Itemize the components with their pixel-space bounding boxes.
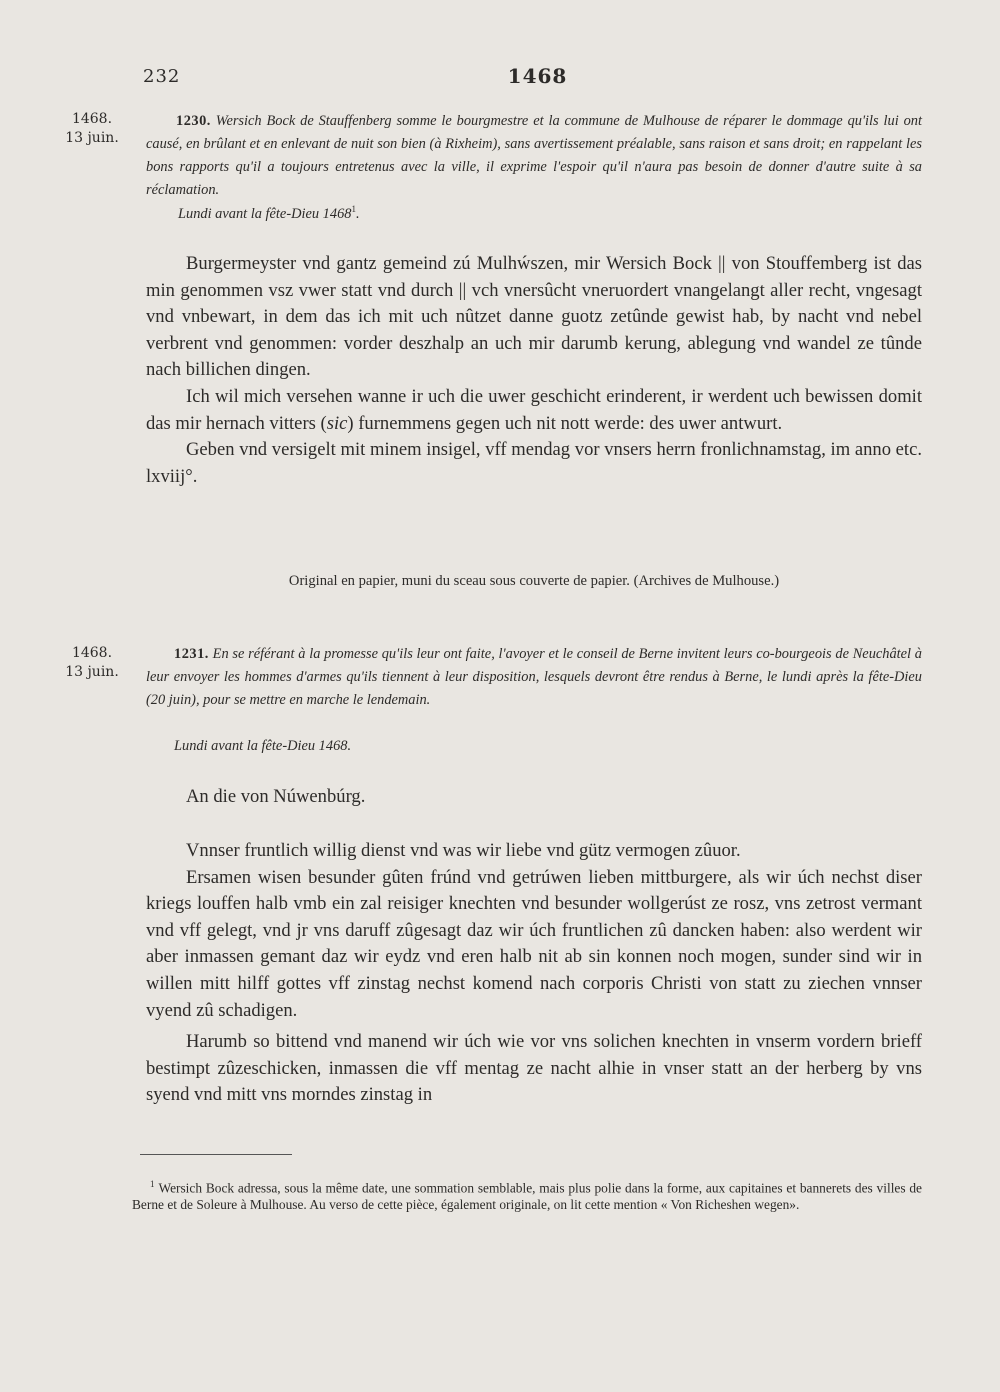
page-number: 232 — [143, 66, 181, 87]
letter-paragraph: Vnnser fruntlich willig dienst vnd was wir liebe vnd gütz vermogen zûuor. — [186, 840, 741, 861]
letter-paragraph: Ersamen wisen besunder gûten frúnd vnd getrúwen lieben mittburgere, als wir úch nechst diser kriegs louffen halb vmb ein zal reisiger knechten vnd besunder wollgerúst ze rosz, vns zetrost vermant vnd vff gelegt, vnd jr vns daruff zûgesagt daz wir úch fruntlichen zû dancken haben: also werdent wir aber inmassen gemant daz wir eydz vnd eren halb nit ab sin konnen noch mogen, sunder sind wir in willen mitt hilff gottes vff zinstag nechst komend nach corporis Christi von statt zu ziechen vnnser vyend zû schadigen. — [146, 866, 922, 1021]
margin-date-1231 — [60, 644, 124, 682]
footnote-text: Wersich Bock adressa, sous la même date, une sommation semblable, mais plus polie dans la forme, aux capitaines et bannerets des villes de Berne et de Soleure à Mulhouse. Au verso de cette pièce, également originale, on lit cette mention « Von Richeshen wegen». — [132, 1180, 922, 1213]
dateline-text: Lundi avant la fête-Dieu 1468 — [178, 205, 352, 222]
letter-address: An die von Núwenbúrg. — [186, 786, 366, 807]
entry-summary-1230 — [146, 110, 922, 202]
running-head-year: 1468 — [507, 64, 568, 88]
source-note-1230: Original en papier, muni du sceau sous couverte de papier. (Archives de Mulhouse.) — [288, 573, 780, 589]
summary-text: En se référant à la promesse qu'ils leur ont faite, l'avoyer et le conseil de Berne invitent leurs co-bourgeois de Neuchâtel à leur envoyer les hommes d'armes qu'ils tiennent à leur disposition, lesquels devront être rendus à Berne, le lundi après la fête-Dieu (20 juin), pour se mettre en marche le lendemain. — [146, 646, 922, 708]
dateline-1230: Lundi avant la fête-Dieu 1468$^1$. — [178, 204, 360, 222]
letter-paragraph: Harumb so bittend vnd manend wir úch wie vor vns solichen knechten in vnserm vordern brieff bestimpt zûzeschicken, inmassen die vff mentag ze nacht alhie in vnser statt an der herberg by vns syend vnd mitt vns morndes zinstag in — [146, 1031, 922, 1106]
margin-day: 13 juin. — [65, 664, 119, 680]
footnote-ref: 1 — [351, 204, 356, 214]
entry-summary-1231 — [146, 643, 922, 712]
margin-year: 1468. — [71, 111, 113, 127]
margin-day: 13 juin. — [65, 130, 119, 146]
footnote — [132, 1176, 922, 1213]
margin-year: 1468. — [71, 645, 113, 661]
footnote-rule — [140, 1154, 292, 1155]
letter-paragraph: Geben vnd versigelt mit minem insigel, vff mendag vor vnsers herrn fronlichnamstag, im anno etc. lxviij°. — [146, 439, 922, 487]
footnote-mark: 1 — [150, 1179, 155, 1189]
letter-text-1230 — [146, 251, 922, 490]
summary-text: Wersich Bock de Stauffenberg somme le bourgmestre et la commune de Mulhouse de réparer le dommage qu'ils lui ont causé, en brûlant et en enlevant de nuit son bien (à Rixheim), sans avertissement préalable, sans raison et sans droit; en rappelant les bons rapports qu'il a toujours entretenus avec la ville, il exprime l'espoir qu'il n'aura pas besoin de donner d'autre suite à sa réclamation. — [146, 113, 922, 198]
sic-marker: sic — [326, 412, 348, 434]
letter-text-1231 — [146, 838, 922, 1109]
letter-paragraph: Burgermeyster vnd gantz gemeind zú Mulhẃszen, mir Wersich Bock || von Stouffemberg ist das min genommen vsz vwer statt vnd durch || vch vnersûcht vneruordert vnangelangt aller recht, vngesagt vnd vnbewart, in dem das ich mit uch nûtzet danne guotz zetûnde gewist hab, by nacht vnd nebel verbrent vnd genommen: vorder deszhalp an uch mir darumb kerung, ablegung vnd wandel ze tûnde nach billichen dingen. — [146, 253, 922, 381]
entry-number: 1230. — [176, 113, 211, 129]
entry-number: 1231. — [174, 646, 209, 662]
margin-date-1230 — [60, 110, 124, 148]
dateline-1231: Lundi avant la fête-Dieu 1468. — [174, 738, 352, 754]
letter-paragraph: Ich wil mich versehen wanne ir uch die uwer geschicht erinderent, ir werdent uch bewissen domit das mir hernach vitters (sic) furnemmens gegen uch nit nott werde: des uwer antwurt. — [146, 385, 922, 434]
